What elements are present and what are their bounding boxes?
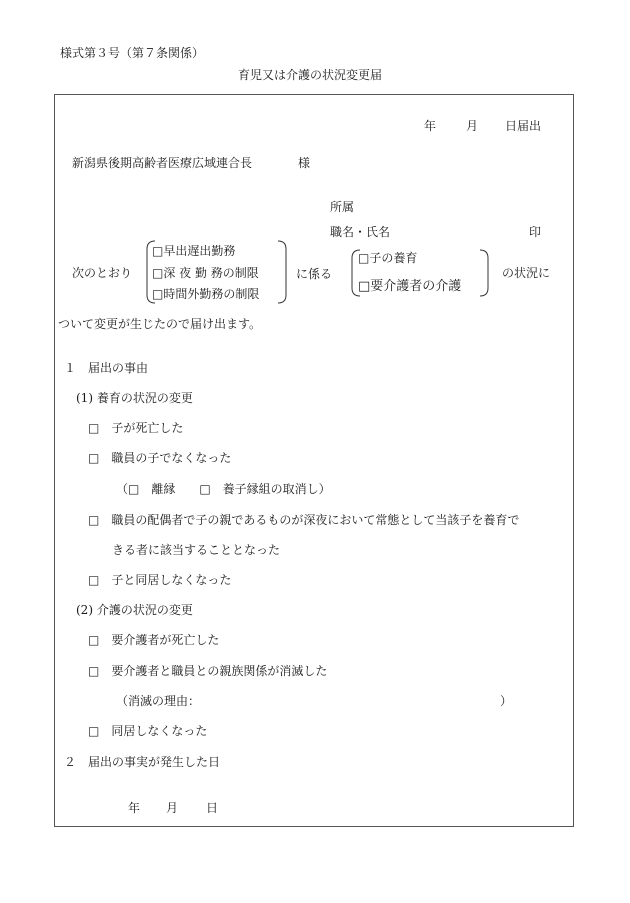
addressee-name: 新潟県後期高齢者医療広域連合長 (72, 156, 253, 170)
addressee-honorific: 様 (298, 156, 311, 170)
option-early-late-shift[interactable]: □早出遅出勤務 (152, 244, 236, 258)
item-no-longer-child[interactable]: □ 職員の子でなくなった (88, 451, 232, 465)
option-nursing-care[interactable]: □要介護者の介護 (358, 279, 462, 294)
item-child-not-cohabiting[interactable]: □ 子と同居しなくなった (88, 573, 232, 587)
section1-title: １ 届出の事由 (64, 361, 149, 375)
submission-year[interactable]: 年 (424, 119, 437, 133)
form-number: 様式第３号（第７条関係） (60, 46, 205, 60)
subsection2-title: (2) 介護の状況の変更 (76, 603, 193, 617)
statement-connector: に係る (296, 267, 333, 281)
occurrence-month[interactable]: 月 (166, 801, 179, 815)
occurrence-day[interactable]: 日 (206, 801, 219, 815)
section2-title: ２ 届出の事実が発生した日 (64, 755, 221, 769)
statement-prefix: 次のとおり (72, 266, 133, 280)
submission-month[interactable]: 月 (466, 119, 479, 133)
option-night-work-limit[interactable]: □深 夜 勤 務の制限 (152, 266, 259, 280)
form-title: 育児又は介護の状況変更届 (238, 68, 383, 82)
submission-day[interactable]: 日届出 (505, 119, 542, 133)
item-adoption-detail[interactable]: （□ 離縁 □ 養子縁組の取消し） (116, 482, 331, 496)
subsection1-title: (1) 養育の状況の変更 (76, 391, 193, 405)
item-kinship-ended[interactable]: □ 要介護者と職員との親族関係が消滅した (88, 664, 328, 678)
option-child-rearing[interactable]: □子の養育 (358, 251, 418, 265)
reason-label: （消滅の理由： (116, 694, 201, 708)
reason-input-area[interactable] (214, 692, 498, 708)
item-care-recipient-died[interactable]: □ 要介護者が死亡した (88, 633, 220, 647)
item-spouse-can-care[interactable]: □ 職員の配偶者で子の親であるものが深夜において常態として当該子を養育で (88, 513, 520, 527)
occurrence-year[interactable]: 年 (128, 801, 141, 815)
reason-close-paren: ） (500, 694, 513, 708)
affiliation-label: 所属 (330, 200, 355, 214)
item-no-longer-cohabiting[interactable]: □ 同居しなくなった (88, 724, 208, 738)
name-label: 職名・氏名 (330, 225, 391, 239)
statement-suffix: の状況に (502, 266, 551, 280)
item-child-died[interactable]: □ 子が死亡した (88, 421, 184, 435)
option-overtime-limit[interactable]: □時間外勤務の制限 (152, 287, 260, 301)
statement-continuation: ついて変更が生じたので届け出ます。 (58, 317, 262, 331)
seal-mark: 印 (529, 225, 542, 239)
item-spouse-can-care-cont: きる者に該当することとなった (112, 543, 281, 557)
